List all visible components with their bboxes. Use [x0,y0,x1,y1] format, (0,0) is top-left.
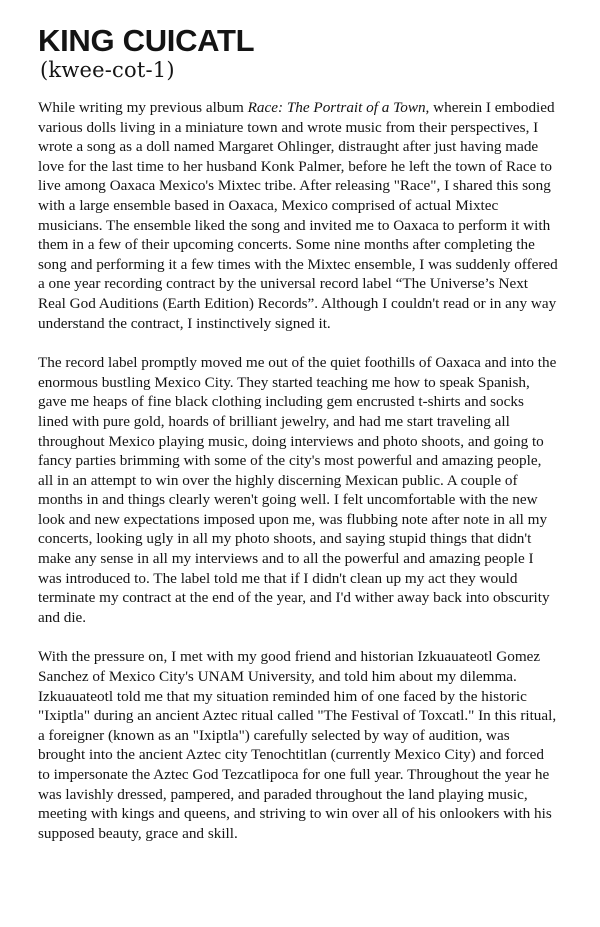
pronunciation-subtitle: (kwee-cot-1) [40,58,175,82]
paragraph-1-intro: While writing my previous album [38,99,248,116]
paragraph-1 [38,98,558,333]
page-title: KING CUICATL [38,23,255,58]
paragraph-2: The record label promptly moved me out of the quiet foothills of Oaxaca and into the enormous bustling Mexico City. They started teaching me how to speak Spanish, gave me heaps of fine black clothing including gem encrusted t-shirts and socks lined with pure gold, hoards of brilliant jewelry, and had me start traveling all throughout Mexico playing music, doing interviews and photo shoots, and going to fancy parties brimming with some of the city's most powerful and amazing people, all in an attempt to win over the highly discerning Mexican public. A couple of months in and things clearly weren't going well. I felt uncomfortable with the new look and new expectations imposed upon me, was flubbing note after note in all my concerts, looking ugly in all my photo shoots, and saying stupid things that didn't make any sense in all my interviews and to all the powerful and amazing people I was introduced to. The label told me that if I didn't clean up my act they would terminate my contract at the end of the year, and I'd wither away back into obscurity and die. [38,354,557,626]
paragraph-1-rest: wherein I embodied various dolls living in a miniature town and wrote music from their perspectives, I wrote a song as a doll named Margaret Ohlinger, distraught after just having made love for the last time to her husband Konk Palmer, before he left the town of Race to live among Oaxaca Mexico's Mixtec tribe. After releasing "Race", I shared this song with a large ensemble based in Oaxaca, Mexico comprised of actual Mixtec musicians. The ensemble liked the song and invited me to Oaxaca to perform it with them in a few of their upcoming concerts. Some nine months after completing the song and performing it a few times with the Mixtec ensemble, I was suddenly offered a one year recording contract by the universal record label “The Universe’s Next Real God Auditions (Earth Edition) Records”. Although I couldn't read or in any way understand the contract, I instinctively signed it. [38,99,558,332]
album-title-italic: Race: The Portrait of a Town, [247,99,430,116]
paragraph-3: With the pressure on, I met with my good friend and historian Izkuauateotl Gomez Sanchez of Mexico City's UNAM University, and told him about my dilemma. Izkuauateotl told me that my situation reminded him of one faced by the historic "Ixiptla" during an ancient Aztec ritual called "The Festival of Toxcatl." In this ritual, a foreigner (known as an "Ixiptla") carefully selected by way of audition, was brought into the ancient Aztec city Tenochtitlan (currently Mexico City) and forced to impersonate the Aztec God Tezcatlipoca for one full year. Throughout the year he was lavishly dressed, pampered, and paraded throughout the land playing music, meeting with kings and queens, and striving to win over all of his onlookers with his supposed beauty, grace and skill. [38,648,557,842]
